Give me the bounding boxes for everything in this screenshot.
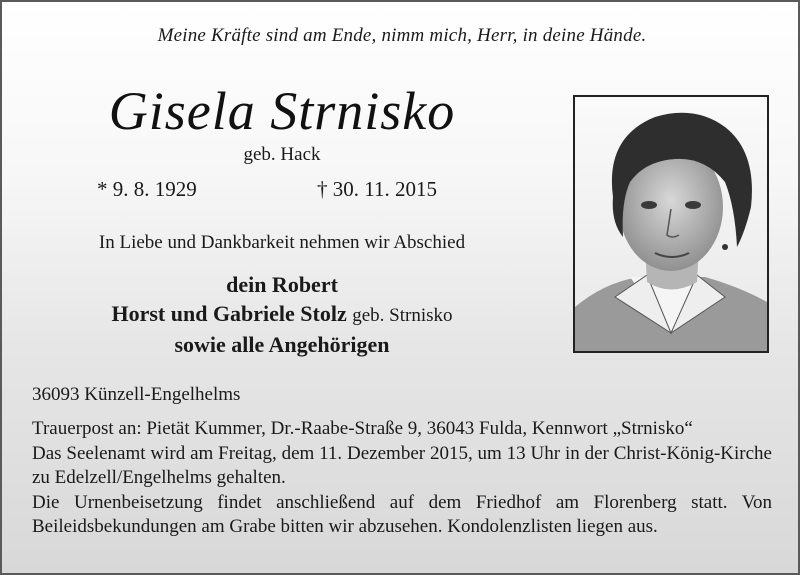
paragraph-mourning-mail: Trauerpost an: Pietät Kummer, Dr.-Raabe-Straße 9, 36043 Fulda, Kennwort „Strnisko“: [32, 418, 693, 439]
mourner-line-2-name: Horst und Gabriele Stolz: [111, 301, 347, 326]
portrait-photo: [573, 95, 769, 353]
paragraph-requiem-mass: Das Seelenamt wird am Freitag, dem 11. Dezember 2015, um 13 Uhr in der Christ-König-Kirche zu Edelzell/Engelhelms gehalten.: [32, 442, 772, 488]
deceased-name: Gisela Strnisko: [108, 81, 456, 141]
portrait-image: [575, 97, 767, 351]
farewell-line: In Liebe und Dankbarkeit nehmen wir Abschied: [98, 232, 466, 253]
death-date: † 30. 11. 2015: [317, 177, 437, 201]
birth-name: geb. Hack: [243, 144, 321, 165]
mourner-line-2-nee: geb. Strnisko: [352, 305, 453, 326]
mourner-line-1: dein Robert: [226, 272, 338, 297]
mourner-line-2: [2, 299, 562, 330]
mourner-line-3: sowie alle Angehörigen: [174, 332, 390, 357]
residence-location: 36093 Künzell-Engelhelms: [32, 384, 241, 405]
paragraph-urn-burial: Die Urnenbeisetzung findet anschließend auf dem Friedhof am Florenberg statt. Von Beileidsbekundungen am Grabe bitten wir abzusehen. Kondolenzlisten liegen aus.: [32, 491, 772, 537]
notice-body: [32, 417, 772, 540]
mourners-list: [2, 270, 562, 359]
motto-verse: Meine Kräfte sind am Ende, nimm mich, Herr, in deine Hände.: [157, 25, 647, 46]
birth-date: * 9. 8. 1929: [97, 177, 197, 201]
life-dates: [97, 177, 437, 202]
